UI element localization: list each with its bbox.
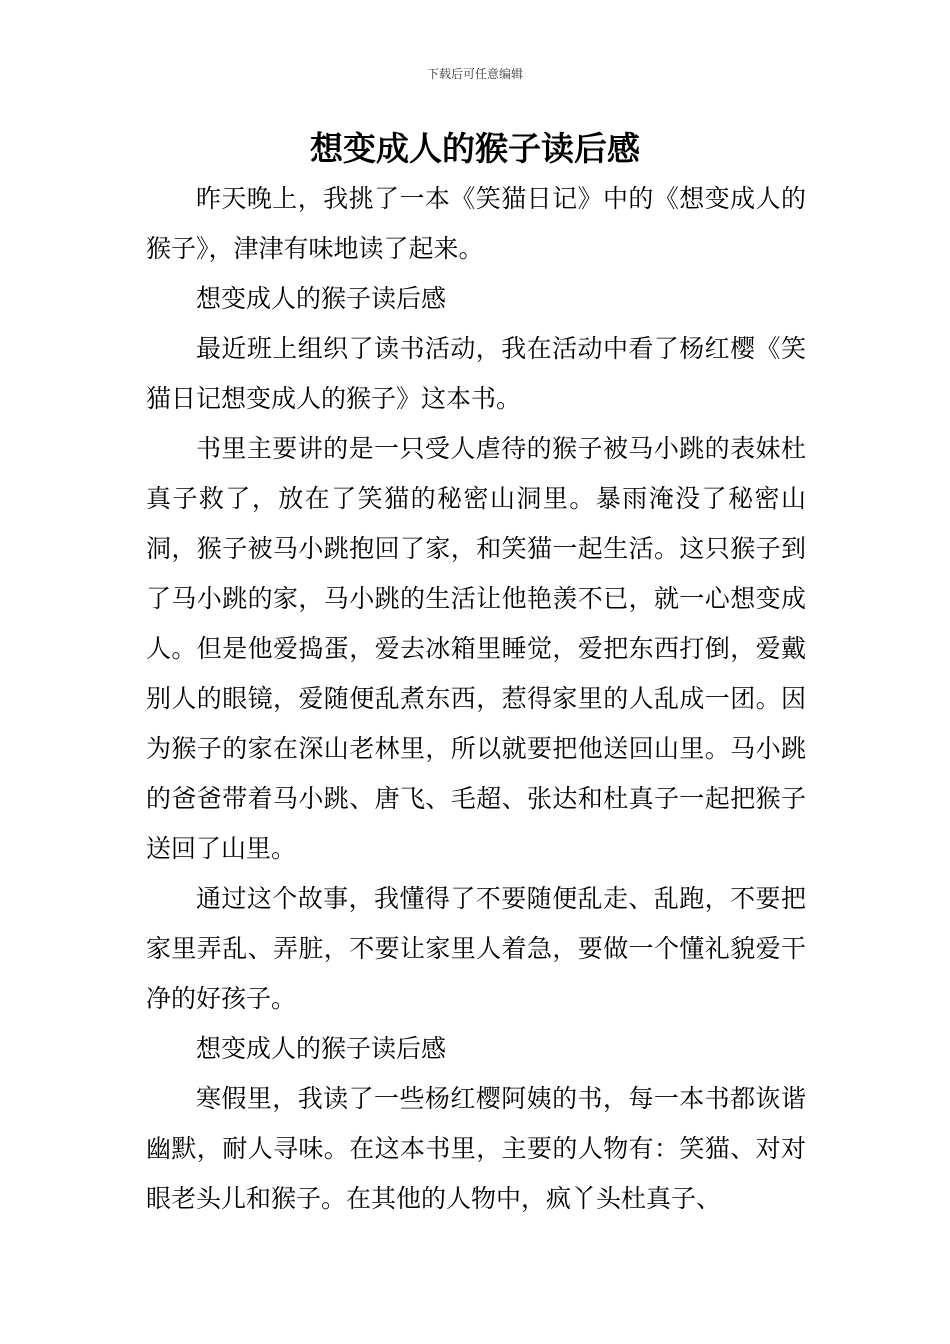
paragraph: 寒假里，我读了一些杨红樱阿姨的书，每一本书都诙谐幽默，耐人寻味。在这本书里，主要的人物有：笑猫、对对眼老头儿和猴子。在其他的人物中，疯丫头杜真子、 [146, 1084, 806, 1213]
section-heading: 想变成人的猴子读后感 [196, 284, 447, 313]
header-note: 下载后可任意编辑 [426, 67, 523, 81]
document-title: 想变成人的猴子读后感 [310, 129, 640, 168]
paragraph: 书里主要讲的是一只受人虐待的猴子被马小跳的表妹杜真子救了，放在了笑猫的秘密山洞里。暴雨淹没了秘密山洞，猴子被马小跳抱回了家，和笑猫一起生活。这只猴子到了马小跳的家，马小跳的生活让他艳羡不已，就一心想变成人。但是他爱捣蛋，爱去冰箱里睡觉，爱把东西打倒，爱戴别人的眼镜，爱随便乱煮东西，惹得家里的人乱成一团。因为猴子的家在深山老林里，所以就要把他送回山里。马小跳的爸爸带着马小跳、唐飞、毛超、张达和杜真子一起把猴子送回了山里。 [146, 434, 806, 863]
paragraph: 最近班上组织了读书活动，我在活动中看了杨红樱《笑猫日记想变成人的猴子》这本书。 [146, 334, 806, 413]
section-heading: 想变成人的猴子读后感 [196, 1034, 447, 1063]
paragraph: 昨天晚上，我挑了一本《笑猫日记》中的《想变成人的猴子》，津津有味地读了起来。 [146, 184, 806, 263]
document-body [146, 174, 806, 1224]
paragraph: 通过这个故事，我懂得了不要随便乱走、乱跑，不要把家里弄乱、弄脏，不要让家里人着急，要做一个懂礼貌爱干净的好孩子。 [146, 884, 806, 1013]
